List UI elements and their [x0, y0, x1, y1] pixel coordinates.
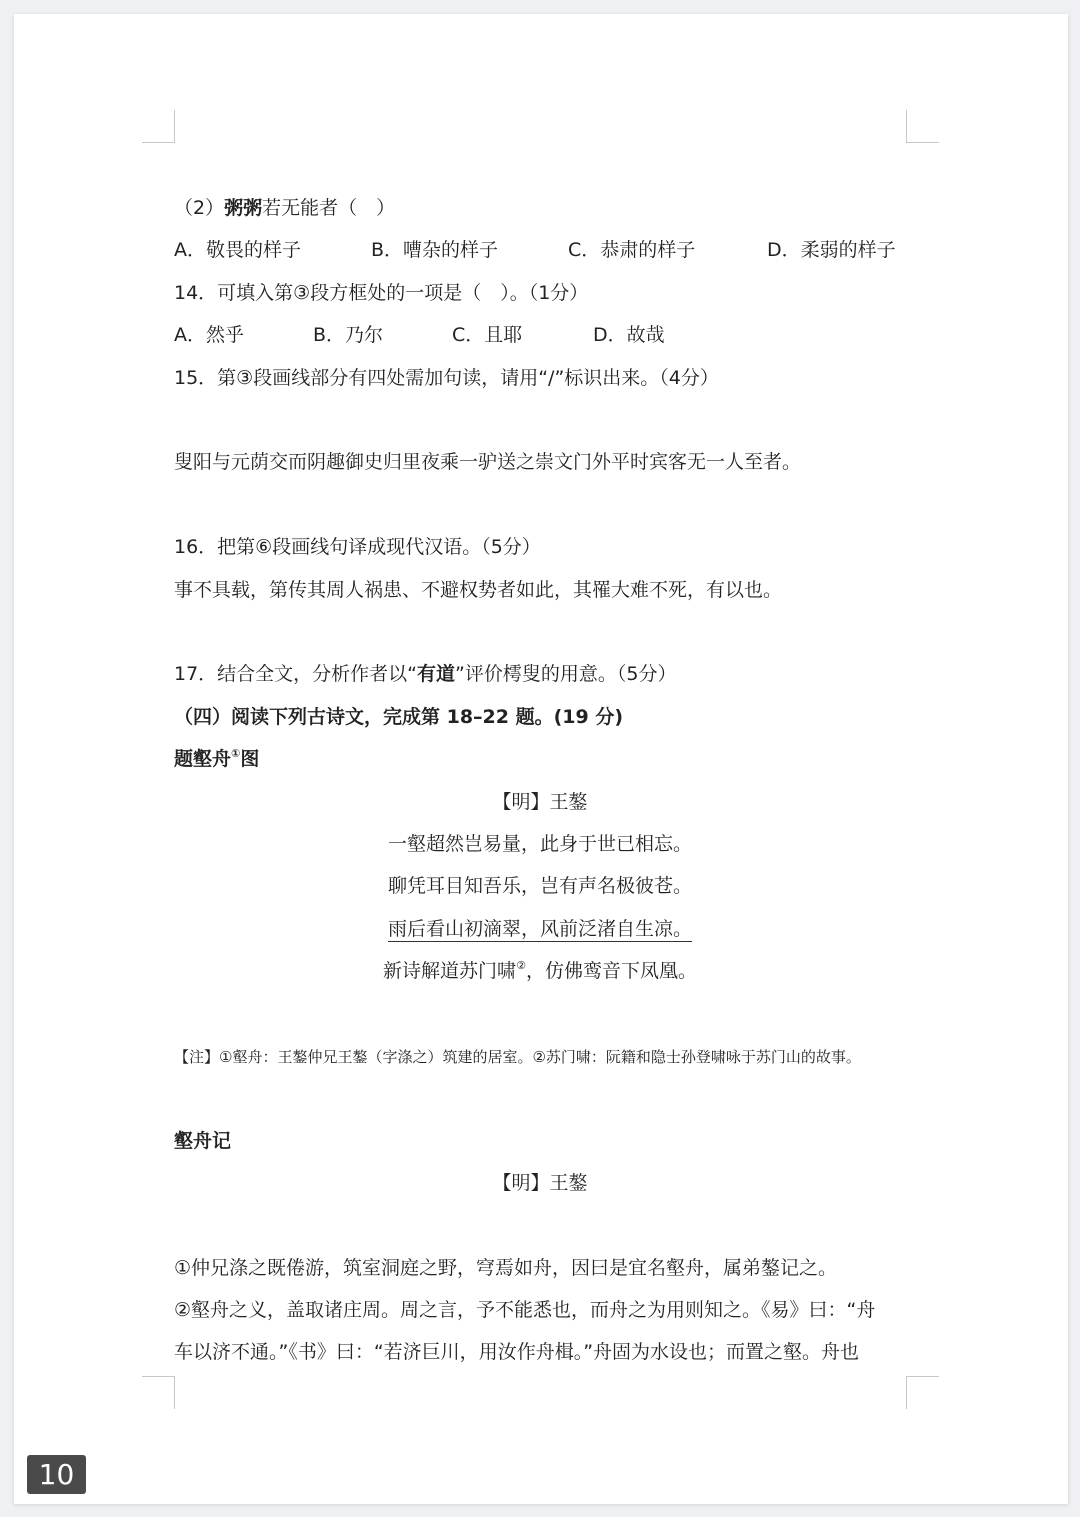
q14-option-c: C．且耶	[452, 324, 523, 346]
crop-mark-top-right	[906, 110, 939, 143]
poem-line-4-footnote-mark: ②	[516, 959, 526, 972]
q16-text: 事不具载，第传其周人祸患、不避权势者如此，其罹大难不死，有以也。	[174, 579, 783, 601]
essay-paragraph-2-line-2: 车以济不通。”《书》曰：“若济巨川，用汝作舟楫。”舟固为水设也；而置之壑。舟也	[174, 1341, 860, 1363]
poem-title-footnote-mark: ①	[231, 747, 241, 760]
essay-title: 壑舟记	[174, 1130, 232, 1152]
q13-2-option-d: D．柔弱的样子	[767, 239, 896, 261]
crop-mark-bottom-right	[906, 1376, 939, 1409]
q13-2-option-c: C．恭肃的样子	[568, 239, 696, 261]
q14-stem: 14．可填入第③段方框处的一项是（ ）。（1分）	[174, 282, 589, 304]
poem-title-end: 图	[240, 748, 260, 770]
poem-line-4-pre: 新诗解道苏门啸	[383, 960, 517, 982]
poem-line-4-post: ，仿佛鸾音下凤凰。	[525, 960, 697, 982]
page-number-badge: 10	[27, 1455, 86, 1494]
q13-2-keyword: 粥粥	[224, 197, 263, 219]
poem-title	[174, 746, 259, 775]
crop-mark-bottom-left	[142, 1376, 175, 1409]
poem-line-4	[160, 958, 920, 987]
essay-paragraph-2-line-1: ②壑舟之义，盖取诸庄周。周之言，予不能悉也，而舟之为用则知之。《易》曰：“舟	[174, 1299, 876, 1321]
q15-text: 叟阳与元荫交而阴趣御史归里夜乘一驴送之崇文门外平时宾客无一人至者。	[174, 451, 802, 473]
section-4-heading: （四）阅读下列古诗文，完成第 18–22 题。(19 分)	[174, 706, 624, 728]
q13-2-options	[174, 237, 914, 263]
poem-line-3-underlined: 雨后看山初滴翠，风前泛渚自生凉。	[387, 918, 692, 940]
q14-options	[174, 322, 774, 348]
q13-2-stem	[174, 195, 395, 221]
poem-note: 【注】①壑舟：王鏊仲兄王鏊（字涤之）筑建的居室。②苏门啸：阮籍和隐士孙登啸咏于苏门山的故事。	[174, 1048, 861, 1066]
q17-keyword: 有道	[417, 663, 456, 685]
poem-author: 【明】王鏊	[492, 791, 588, 813]
q13-2-stem-rest: 若无能者（ ）	[262, 197, 396, 219]
q17-stem-pre: 17．结合全文，分析作者以“	[174, 663, 418, 685]
poem-line-3-wrapper	[160, 916, 920, 942]
q13-2-option-a: A．敬畏的样子	[174, 239, 301, 261]
q17-stem-post: ”评价樗叟的用意。（5分）	[455, 663, 677, 685]
q17-stem	[174, 661, 676, 687]
poem-title-text: 题壑舟	[174, 748, 232, 770]
essay-paragraph-1: ①仲兄涤之既倦游，筑室洞庭之野，穹焉如舟，因曰是宜名壑舟，属弟鏊记之。	[174, 1257, 838, 1279]
q14-option-a: A．然乎	[174, 324, 244, 346]
q15-stem: 15．第③段画线部分有四处需加句读，请用“/”标识出来。（4分）	[174, 367, 719, 389]
q14-option-d: D．故哉	[593, 324, 665, 346]
q16-stem: 16．把第⑥段画线句译成现代汉语。（5分）	[174, 536, 541, 558]
q13-2-number: （2）	[174, 197, 225, 219]
q13-2-option-b: B．嘈杂的样子	[371, 239, 499, 261]
crop-mark-top-left	[142, 110, 175, 143]
poem-line-2: 聊凭耳目知吾乐，岂有声名极彼苍。	[387, 875, 692, 897]
essay-author: 【明】王鏊	[492, 1172, 588, 1194]
q14-option-b: B．乃尔	[313, 324, 384, 346]
poem-line-1: 一壑超然岂易量，此身于世已相忘。	[387, 833, 692, 855]
